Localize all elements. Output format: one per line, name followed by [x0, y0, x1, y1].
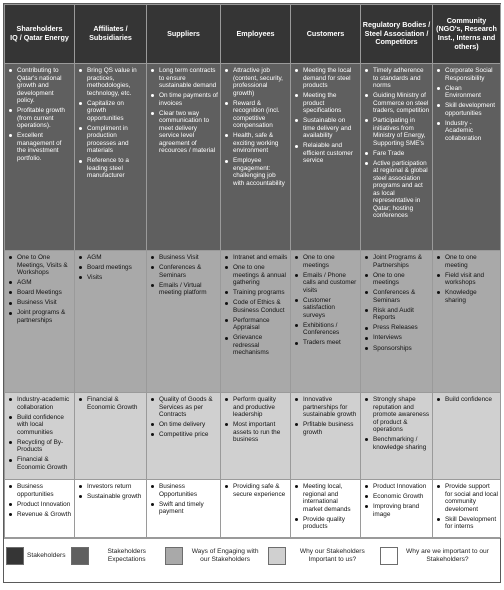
bullet-item: Corporate Social Responsibility — [436, 67, 498, 82]
bullet-item: One to one meetings — [294, 254, 358, 269]
bullet-item: Fare Trade — [364, 150, 430, 158]
stakeholder-table — [4, 4, 501, 538]
bullet-list — [361, 64, 432, 220]
bullet-item: Capitalize on growth opportunities — [78, 100, 144, 123]
bullet-item: AGM — [8, 279, 72, 287]
bullet-item: Product Innovation — [8, 501, 72, 509]
bullet-item: One to one meetings & annual gathering — [224, 264, 288, 287]
bullet-list — [147, 251, 220, 297]
bullet-item: Joint programs & partnerships — [8, 309, 72, 324]
bullet-list — [5, 64, 74, 162]
bullet-item: Performance Appraisal — [224, 317, 288, 332]
header-affiliates — [75, 5, 147, 64]
legend-label: Why our Stakeholders Important to us? — [299, 547, 365, 563]
bullet-list — [361, 480, 432, 518]
why-we-are-important-row — [5, 480, 501, 538]
ways-of-engaging-row — [5, 251, 501, 393]
bullet-item: Swift and timely payment — [150, 501, 218, 516]
expectations-cell — [75, 64, 147, 251]
header-suppliers — [147, 5, 221, 64]
bullet-list — [221, 480, 290, 498]
header-text: Customers — [306, 28, 345, 38]
bullet-item: Bring QS value in practices, methodologies, technology, etc. — [78, 67, 144, 97]
bullet-item: Meeting the product specifications — [294, 92, 358, 115]
bullet-item: Compliment in production processes and materials — [78, 125, 144, 155]
important-cell — [221, 480, 291, 538]
bullet-list — [5, 480, 74, 518]
bullet-item: Active participation at regional & global steel association programs and act as local representative in Qatar; hosting conferences — [364, 160, 430, 220]
why-cell — [75, 393, 147, 480]
bullet-item: Attractive job (content, security, professional growth) — [224, 67, 288, 97]
bullet-item: Quality of Goods & Services as per Contracts — [150, 396, 218, 419]
important-cell — [291, 480, 361, 538]
important-cell — [5, 480, 75, 538]
bullet-item: Traders meet — [294, 339, 358, 347]
bullet-item: Conferences & Seminars — [150, 264, 218, 279]
header-text: Affiliates / Subsidiaries — [89, 24, 132, 42]
bullet-item: Interviews — [364, 334, 430, 342]
bullet-item: Industry-academic collaboration — [8, 396, 72, 411]
bullet-list — [433, 251, 500, 304]
legend-swatch — [380, 547, 398, 565]
bullet-item: Business Opportunities — [150, 483, 218, 498]
bullet-item: Clean Environment — [436, 85, 498, 100]
bullet-list — [5, 251, 74, 324]
bullet-item: Emails / Virtual meeting platform — [150, 282, 218, 297]
bullet-item: Emails / Phone calls and customer visits — [294, 272, 358, 295]
ways-cell — [433, 251, 501, 393]
expectations-cell — [433, 64, 501, 251]
legend-label: Ways of Engaging with our Stakeholders — [191, 547, 259, 563]
why-cell — [147, 393, 221, 480]
bullet-list — [433, 64, 500, 142]
legend-item-why-important-to-us — [268, 547, 376, 565]
bullet-list — [361, 393, 432, 451]
bullet-item: Profitable growth (from current operations). — [8, 107, 72, 130]
bullet-list — [433, 480, 500, 531]
bullet-item: Skill development opportunities — [436, 102, 498, 117]
bullet-item: Long term contracts to ensure sustainable demand — [150, 67, 218, 90]
expectations-cell — [291, 64, 361, 251]
bullet-item: Training programs — [224, 289, 288, 297]
stakeholders-header-row — [5, 5, 501, 64]
expectations-cell — [361, 64, 433, 251]
ways-cell — [221, 251, 291, 393]
bullet-list — [75, 251, 146, 282]
bullet-item: Strongly shape reputation and promote awareness of product & operations — [364, 396, 430, 434]
expectations-row — [5, 64, 501, 251]
legend — [4, 538, 500, 572]
bullet-item: Meeting local, regional and international market demands — [294, 483, 358, 513]
why-cell — [433, 393, 501, 480]
bullet-item: Joint Programs & Partnerships — [364, 254, 430, 269]
bullet-item: Skill Development for interns — [436, 516, 498, 531]
header-text: Employees — [236, 28, 275, 38]
bullet-item: Contributing to Qatar's national growth and development policy. — [8, 67, 72, 105]
bullet-item: Relaiable and efficient customer service — [294, 142, 358, 165]
bullet-item: Code of Ethics & Business Conduct — [224, 299, 288, 314]
why-cell — [361, 393, 433, 480]
important-cell — [75, 480, 147, 538]
header-text: Shareholders IQ / Qatar Energy — [10, 24, 69, 42]
bullet-item: Business Visit — [8, 299, 72, 307]
bullet-item: Guiding Ministry of Commerce on steel traders, competition — [364, 92, 430, 115]
bullet-item: Board Meetings — [8, 289, 72, 297]
ways-cell — [5, 251, 75, 393]
bullet-list — [291, 64, 360, 165]
bullet-item: Sponsorships — [364, 345, 430, 353]
bullet-item: Reference to a leading steel manufacturer — [78, 157, 144, 180]
ways-cell — [147, 251, 221, 393]
why-cell — [221, 393, 291, 480]
bullet-item: Grievance redressal mechanisms — [224, 334, 288, 357]
bullet-item: Customer satisfaction surveys — [294, 297, 358, 320]
bullet-list — [361, 251, 432, 352]
bullet-item: Prfitable business growth — [294, 421, 358, 436]
header-community — [433, 5, 501, 64]
expectations-cell — [221, 64, 291, 251]
bullet-item: Build confidence with local communities — [8, 414, 72, 437]
ways-cell — [361, 251, 433, 393]
bullet-item: Investors return — [78, 483, 144, 491]
legend-label: Stakeholders — [27, 551, 66, 559]
bullet-list — [291, 480, 360, 531]
bullet-item: Conferences & Seminars — [364, 289, 430, 304]
bullet-item: One to one meetings — [364, 272, 430, 287]
legend-label: Why are we important to our Stakeholders? — [406, 547, 489, 563]
header-shareholders — [5, 5, 75, 64]
legend-swatch — [6, 547, 24, 565]
bullet-item: Sustainable growth — [78, 493, 144, 501]
bullet-item: Exhibitions / Conferences — [294, 322, 358, 337]
legend-item-stakeholders — [6, 547, 67, 565]
bullet-list — [147, 480, 220, 516]
bullet-item: Business opportunities — [8, 483, 72, 498]
bullet-list — [291, 393, 360, 436]
ways-cell — [291, 251, 361, 393]
bullet-item: Recycling of By-Products — [8, 439, 72, 454]
bullet-item: Revenue & Growth — [8, 511, 72, 519]
legend-item-why-we-are-important — [380, 547, 494, 565]
bullet-item: One to One Meetings, Visits & Workshops — [8, 254, 72, 277]
header-text: Regulatory Bodies / Steel Association / Competitors — [362, 20, 431, 47]
bullet-item: Excellent management of the investment portfolio. — [8, 132, 72, 162]
bullet-item: Press Releases — [364, 324, 430, 332]
bullet-item: Providing safe & secure experience — [224, 483, 288, 498]
bullet-item: Build confidence — [436, 396, 498, 404]
header-text: Suppliers — [167, 28, 200, 38]
why-cell — [5, 393, 75, 480]
bullet-item: Business Visit — [150, 254, 218, 262]
bullet-item: Board meetings — [78, 264, 144, 272]
bullet-item: On time payments of invoices — [150, 92, 218, 107]
bullet-item: Competitive price — [150, 431, 218, 439]
bullet-item: Health, safe & exciting working environment — [224, 132, 288, 155]
bullet-item: One to one meeting — [436, 254, 498, 269]
bullet-item: On time delivery — [150, 421, 218, 429]
bullet-item: Economic Growth — [364, 493, 430, 501]
bullet-item: Sustainable on time delivery and availability — [294, 117, 358, 140]
bullet-item: Most important assets to run the business — [224, 421, 288, 444]
bullet-item: Product Innovation — [364, 483, 430, 491]
bullet-list — [147, 393, 220, 439]
header-regulatory-bodies — [361, 5, 433, 64]
legend-item-expectations — [71, 547, 161, 565]
legend-item-ways-of-engaging — [165, 547, 263, 565]
bullet-item: Improving brand image — [364, 503, 430, 518]
expectations-cell — [5, 64, 75, 251]
bullet-item: Perform quality and productive leadership — [224, 396, 288, 419]
legend-swatch — [268, 547, 286, 565]
bullet-item: Intranet and emails — [224, 254, 288, 262]
stakeholder-matrix — [3, 3, 501, 583]
legend-label: Stakeholders Expectations — [107, 547, 146, 563]
bullet-item: Innovative partnerships for sustainable growth — [294, 396, 358, 419]
bullet-list — [221, 64, 290, 187]
bullet-item: Provide quality products — [294, 516, 358, 531]
bullet-list — [75, 64, 146, 180]
bullet-item: Reward & recognition (incl. competitive compensation — [224, 100, 288, 130]
bullet-list — [5, 393, 74, 471]
bullet-list — [147, 64, 220, 155]
bullet-item: Visits — [78, 274, 144, 282]
bullet-item: Financial & Economic Growth — [78, 396, 144, 411]
bullet-item: Knowledge sharing — [436, 289, 498, 304]
bullet-item: Clear two way communication to meet delivery service level agreement of recources / material — [150, 110, 218, 155]
header-employees — [221, 5, 291, 64]
header-customers — [291, 5, 361, 64]
important-cell — [433, 480, 501, 538]
bullet-item: Financial & Economic Growth — [8, 456, 72, 471]
bullet-item: Benchmarking / knowledge sharing — [364, 436, 430, 451]
bullet-item: Industry - Academic collaboration — [436, 120, 498, 143]
bullet-item: Field visit and workshops — [436, 272, 498, 287]
bullet-item: Participating in initiatives from Ministry of Energy, Supporting SME's — [364, 117, 430, 147]
legend-swatch — [165, 547, 183, 565]
bullet-list — [221, 251, 290, 357]
bullet-item: Timely adherence to standards and norms — [364, 67, 430, 90]
bullet-list — [291, 251, 360, 347]
legend-swatch — [71, 547, 89, 565]
bullet-list — [221, 393, 290, 444]
ways-cell — [75, 251, 147, 393]
bullet-item: Employee engagement: challenging job with accountability — [224, 157, 288, 187]
bullet-list — [433, 393, 500, 404]
expectations-cell — [147, 64, 221, 251]
bullet-item: AGM — [78, 254, 144, 262]
important-cell — [361, 480, 433, 538]
bullet-item: Provide support for social and local community develoment — [436, 483, 498, 513]
bullet-list — [75, 480, 146, 501]
why-important-to-us-row — [5, 393, 501, 480]
bullet-list — [75, 393, 146, 411]
bullet-item: Meeting the local demand for steel products — [294, 67, 358, 90]
header-text: Community (NGO's, Research Inst., Interns and others) — [436, 15, 497, 51]
why-cell — [291, 393, 361, 480]
bullet-item: Risk and Audit Reports — [364, 307, 430, 322]
important-cell — [147, 480, 221, 538]
